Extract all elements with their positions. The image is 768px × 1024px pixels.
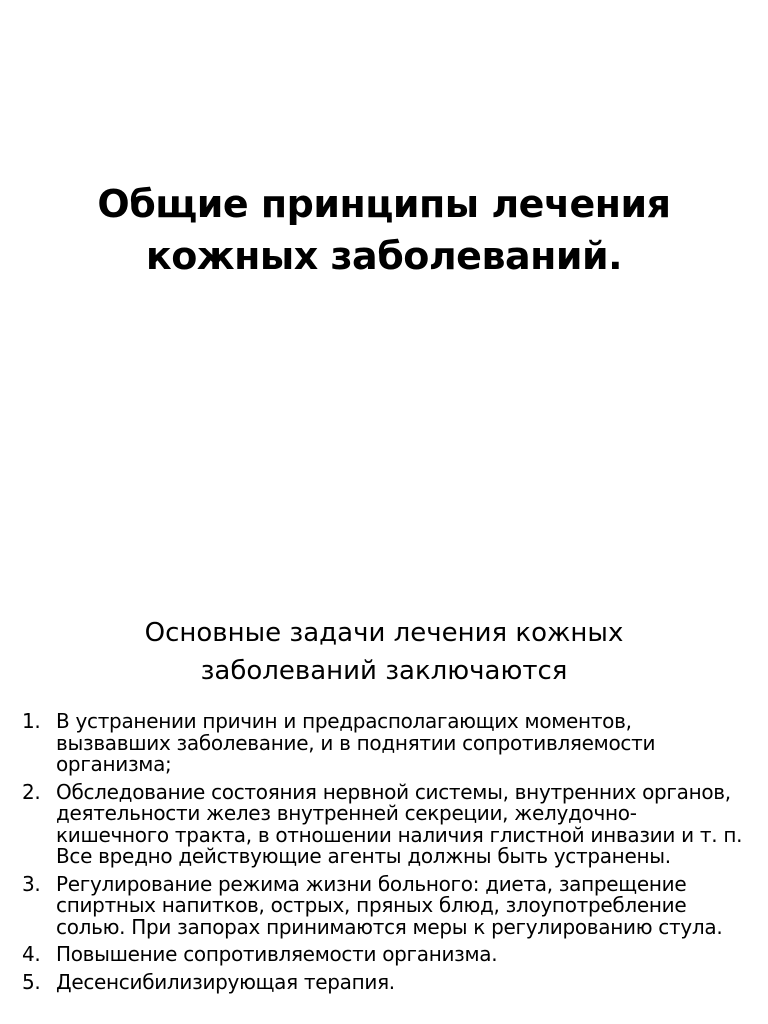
list-item-number: 1. <box>22 709 41 733</box>
slide-heading-line: заболеваний заключаются <box>200 656 568 686</box>
list-item <box>0 944 748 966</box>
list-item <box>0 779 748 868</box>
list-item-number: 4. <box>22 942 41 966</box>
list-item-number: 5. <box>22 969 41 994</box>
list-item <box>0 871 748 939</box>
list-item-number: 3. <box>22 871 41 896</box>
list-item-text: Десенсибилизирующая терапия. <box>56 969 395 994</box>
slide-title-line: кожных заболеваний. <box>145 234 623 278</box>
slide-title <box>40 178 728 282</box>
list-item-number: 2. <box>22 779 41 804</box>
list-item-text: Регулирование режима жизни больного: диета, запрещение спиртных напитков, острых, пряных блюд, злоупотребление солью. При запорах принимаются меры к регулированию стула. <box>56 871 723 939</box>
slide-heading-line: Основные задачи лечения кожных <box>144 618 624 648</box>
slide-heading <box>40 614 728 690</box>
list-item-text: Обследование состояния нервной системы, внутренних органов, деятельности желез внутренней секреции, желудочно-кишечного тракта, в отношении наличия глистной инвазии и т. п. Все вредно действующие агенты должны быть устранены. <box>56 779 743 868</box>
list-item <box>0 711 748 776</box>
task-list <box>0 711 748 999</box>
slide-title-line: Общие принципы лечения <box>97 182 671 226</box>
list-item-text: В устранении причин и предрасполагающих моментов, вызвавших заболевание, и в поднятии сопротивляемости организма; <box>56 709 656 776</box>
list-item-text: Повышение сопротивляемости организма. <box>56 942 498 966</box>
list-item <box>0 969 748 994</box>
content-slide <box>0 576 768 1024</box>
